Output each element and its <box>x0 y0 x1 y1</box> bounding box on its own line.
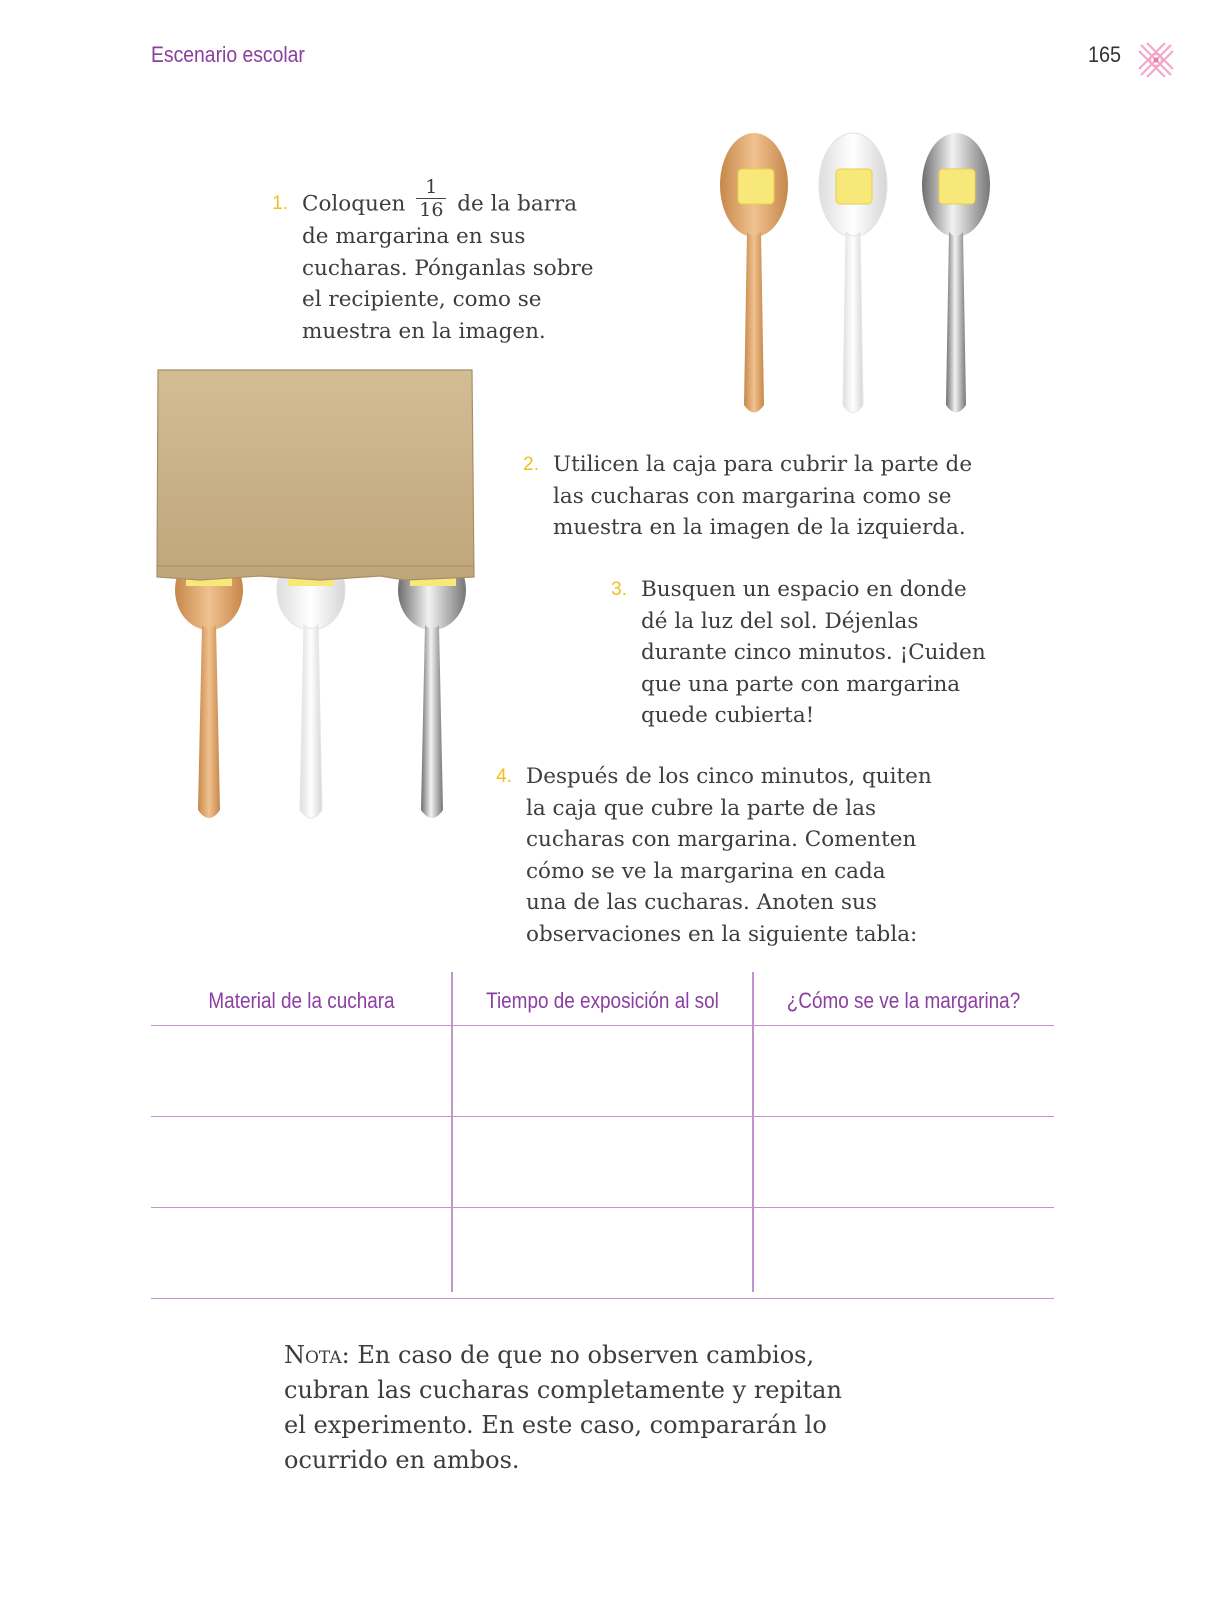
table-row[interactable] <box>151 1026 1054 1117</box>
table-row[interactable] <box>151 1208 1054 1299</box>
wooden-spoon <box>720 133 788 413</box>
column-header-time: Tiempo de exposición al sol <box>486 988 719 1013</box>
step-number: 2. <box>523 454 539 475</box>
step-3: 3. Busquen un espacio en donde dé la luz del sol. Déjenlas durante cinco minutos. ¡Cuiden que una parte con margarina quede cubierta! <box>641 574 1021 732</box>
observation-table <box>151 980 1054 1299</box>
metal-spoon <box>922 133 990 413</box>
step-number: 1. <box>272 193 288 214</box>
table-row[interactable] <box>151 1117 1054 1208</box>
column-divider <box>451 972 453 1292</box>
table-header-row <box>151 980 1054 1026</box>
white-plastic-spoon <box>819 133 887 413</box>
step-4: 4. Después de los cinco minutos, quiten la caja que cubre la parte de las cucharas con margarina. Comenten cómo se ve la margarina en cada una de las cucharas. Anoten sus observaciones en la siguiente tabla: <box>526 761 986 950</box>
step-2: 2. Utilicen la caja para cubrir la parte de las cucharas con margarina como se muestra en la imagen de la izquierda. <box>553 449 1013 544</box>
step-number: 4. <box>496 766 512 787</box>
column-divider <box>752 972 754 1292</box>
spoons-under-box <box>175 550 466 818</box>
note: Nota: En caso de que no observen cambios, cubran las cucharas completamente y repitan el experimento. En este caso, compararán lo ocurrido en ambos. <box>284 1341 842 1474</box>
fraction: $\frac{1}{16}$ <box>416 176 446 221</box>
note-label: Nota: <box>284 1341 350 1369</box>
column-header-appearance: ¿Cómo se ve la margarina? <box>786 988 1021 1013</box>
section-title: Escenario escolar <box>151 42 305 67</box>
page-number: 165 <box>1088 42 1122 67</box>
step-number: 3. <box>611 579 627 600</box>
column-header-material: Material de la cuchara <box>208 988 395 1013</box>
cardboard-box <box>157 370 474 580</box>
step-1: 1. Coloquen $\frac{1}{16}$ de la barra de margarina en sus cucharas. Pónganlas sobre el recipiente, como se muestra en la imagen. <box>302 188 622 347</box>
